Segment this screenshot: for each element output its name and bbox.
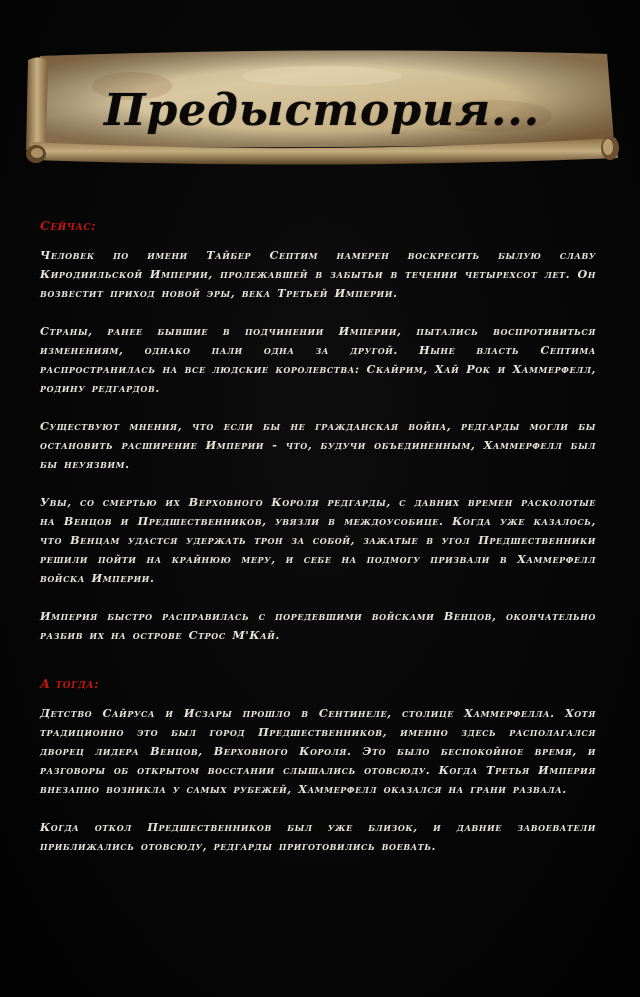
paragraph: Существуют мнения, что если бы не гражданская война, редгарды могли бы остановить расширение Империи - что, будучи объединенным, Хаммерфелл был бы неуязвим. bbox=[40, 419, 596, 471]
section-heading: А тогда: bbox=[40, 676, 100, 691]
paragraph: Когда откол Предшественников был уже близок, и давние завоеватели приближались отовсюду, редгарды приготовились воевать. bbox=[40, 820, 596, 853]
section-heading: Сейчас: bbox=[40, 218, 97, 233]
page-title: Предыстория... bbox=[103, 84, 541, 136]
paragraph: Детство Сайруса и Исзары прошло в Сентинеле, столице Хаммерфелла. Хотя традиционно это был город Предшественников, именно здесь располагался дворец лидера Венцов, Верховного Короля. Это было беспокойное время, и разговоры об открытом восстании слышались отовсюду. Когда Третья Империя внезапно возникла у самых рубежей, Хаммерфелл оказался на грани развала. bbox=[40, 706, 596, 796]
paragraph: Увы, со смертью их Верховного Короля редгарды, с давних времен расколотые на Венцов и Предшественников, увязли в междоусобице. Когда уже казалось, что Венцам удастся удержать трон за собой, зажатые в угол Предшественники решили пойти на крайнюю меру, и себе на подмогу призвали в Хаммерфелл войска Империи. bbox=[40, 495, 596, 585]
title-scroll-banner bbox=[22, 46, 622, 168]
paragraph: Империя быстро расправилась с поредевшими войсками Венцов, окончательно разбив их на острове Строс М'Кай. bbox=[40, 609, 596, 642]
section-now bbox=[40, 218, 596, 664]
section-then bbox=[40, 676, 596, 875]
paragraph: Страны, ранее бывшие в подчинении Империи, пытались воспротивиться изменениям, однако пали одна за другой. Ныне власть Септима распространилась на все людские королевства: Скайрим, Хай Рок и Хаммерфелл, родину редгардов. bbox=[40, 324, 596, 395]
paragraph: Человек по имени Тайбер Септим намерен воскресить былую славу Киродиильской Империи, пролежавшей в забытьи в течении четырехсот лет. Он возвестит приход новой эры, века Третьей Империи. bbox=[40, 248, 596, 300]
